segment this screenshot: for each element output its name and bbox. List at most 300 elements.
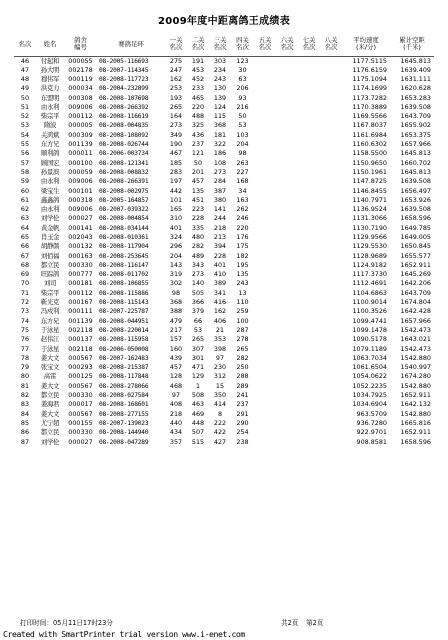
cell-speed: 1173.7282 (352, 93, 387, 102)
cell-race5 (254, 251, 276, 260)
cell-race5 (254, 177, 276, 186)
cell-name: 东盟明 (40, 93, 60, 102)
cell-race6 (276, 428, 298, 437)
cell-race5 (254, 75, 276, 84)
cell-name: 赵伟江 (40, 335, 60, 344)
cell-distance: 1631.111 (400, 74, 431, 83)
cell-loft-no: 000163 (68, 251, 93, 260)
cell-ring: 08-2008-253645 (99, 252, 149, 260)
cell-race3: 243 (213, 74, 227, 83)
cell-speed: 1136.9524 (352, 205, 387, 214)
cell-race8 (320, 382, 342, 391)
cell-race8 (320, 400, 342, 409)
cell-speed: 1150.9650 (352, 158, 387, 167)
cell-race4: 30 (238, 65, 247, 74)
cell-race8 (320, 344, 342, 353)
table-row (14, 270, 434, 279)
cell-race7 (298, 251, 320, 260)
cell-race7 (298, 121, 320, 130)
cell-rank: 63 (20, 214, 30, 223)
cell-speed: 1158.5500 (352, 149, 387, 158)
cell-race7 (298, 289, 320, 298)
cell-race5 (254, 186, 276, 195)
table-row (14, 372, 434, 381)
cell-race3: 353 (213, 335, 227, 344)
table-row (14, 121, 434, 130)
col-race5-header: 五关 名次 (254, 33, 276, 56)
cell-race2: 307 (191, 344, 205, 353)
cell-loft-no: 000101 (68, 186, 93, 195)
cell-loft-no: 002178 (68, 65, 93, 74)
cell-race5 (254, 298, 276, 307)
cell-race8 (320, 233, 342, 242)
cell-speed: 1100.3526 (352, 307, 387, 316)
cell-name: 姜大文 (40, 409, 60, 418)
cell-name: 冯戍利 (40, 307, 60, 316)
cell-rank: 86 (20, 428, 30, 437)
cell-race7 (298, 261, 320, 270)
cell-ring: 08-2006-003734 (99, 150, 149, 158)
cell-race5 (254, 84, 276, 93)
cell-race8 (320, 140, 342, 149)
cell-race6 (276, 335, 298, 344)
col-name-header: 姓名 (36, 33, 64, 56)
cell-race1: 273 (169, 121, 183, 130)
col-loft-no-header: 鸽舍 编号 (64, 33, 97, 56)
cell-race8 (320, 391, 342, 400)
cell-race7 (298, 372, 320, 381)
cell-name: 于泳星 (40, 325, 60, 334)
cell-race2: 50 (193, 158, 203, 167)
cell-race6 (276, 196, 298, 205)
cell-race1: 479 (169, 316, 183, 325)
table-row (14, 298, 434, 307)
cell-rank: 65 (20, 232, 30, 241)
cell-race8 (320, 66, 342, 75)
page-number: 第2页 (306, 619, 324, 627)
cell-ring: 08-2007-162483 (99, 354, 149, 362)
cell-race2: 191 (191, 56, 205, 65)
cell-ring: 08-2008-044951 (99, 317, 149, 325)
table-row (14, 75, 434, 84)
cell-race1: 162 (169, 74, 183, 83)
cell-distance: 1674.280 (400, 372, 431, 381)
cell-race3: 380 (213, 195, 227, 204)
cell-rank: 53 (20, 121, 30, 130)
cell-race1: 302 (169, 279, 183, 288)
cell-race2: 448 (191, 418, 205, 427)
cell-race5 (254, 261, 276, 270)
cell-race6 (276, 93, 298, 102)
cell-race1: 164 (169, 112, 183, 121)
cell-loft-no: 000309 (68, 130, 93, 139)
cell-distance: 1657.966 (400, 140, 431, 149)
cell-speed: 1063.7034 (352, 353, 387, 362)
cell-ring: 08-2007-039322 (99, 206, 149, 214)
cell-distance: 1652.911 (400, 428, 431, 437)
cell-race2: 489 (191, 251, 205, 260)
cell-race2: 201 (191, 167, 205, 176)
cell-race4: 110 (236, 298, 249, 307)
cell-name: 旺踪鸽 (40, 270, 60, 279)
cell-ring: 08-2008-106855 (99, 280, 149, 288)
cell-loft-no: 000027 (68, 437, 93, 446)
cell-race5 (254, 419, 276, 428)
cell-race3: 350 (213, 391, 227, 400)
cell-name: 于泳星 (40, 344, 60, 353)
cell-race2: 282 (191, 242, 205, 251)
cell-race6 (276, 214, 298, 223)
cell-race1: 185 (169, 158, 183, 167)
cell-race8 (320, 372, 342, 381)
cell-race4: 182 (236, 251, 249, 260)
results-table (14, 33, 434, 447)
cell-race5 (254, 372, 276, 381)
cell-distance: 1656.497 (400, 186, 431, 195)
cell-race3: 21 (215, 325, 225, 334)
cell-distance: 1645.813 (400, 56, 431, 65)
cell-distance: 1645.269 (400, 270, 431, 279)
cell-race4: 227 (236, 167, 249, 176)
cell-race1: 401 (169, 223, 183, 232)
cell-distance: 1665.816 (400, 418, 431, 427)
cell-race2: 1 (195, 381, 201, 390)
cell-loft-no: 000167 (68, 298, 93, 307)
cell-name: 付起和 (40, 56, 60, 65)
cell-loft-no: 000011 (68, 149, 93, 158)
cell-race2: 457 (191, 177, 205, 186)
table-row (14, 103, 434, 112)
cell-race6 (276, 205, 298, 214)
cell-speed: 1146.8455 (352, 186, 387, 195)
cell-name: 梁宝生 (40, 186, 60, 195)
cell-race1: 217 (169, 325, 183, 334)
cell-distance: 1674.804 (400, 298, 431, 307)
cell-race3: 427 (213, 437, 227, 446)
cell-rank: 57 (20, 158, 30, 167)
cell-race1: 440 (169, 418, 183, 427)
cell-name: 顺利鸽 (40, 149, 60, 158)
cell-race6 (276, 382, 298, 391)
cell-rank: 69 (20, 270, 30, 279)
cell-distance: 1642.132 (400, 400, 431, 409)
cell-race6 (276, 66, 298, 75)
cell-loft-no: 000017 (68, 400, 93, 409)
cell-rank: 72 (20, 298, 30, 307)
cell-race7 (298, 84, 320, 93)
table-row (14, 344, 434, 353)
cell-race2: 237 (191, 140, 205, 149)
cell-race6 (276, 372, 298, 381)
cell-name: 都立民 (40, 260, 60, 269)
cell-name: 东方兄 (40, 140, 60, 149)
cell-race6 (276, 75, 298, 84)
col-rank-header: 名次 (14, 33, 36, 56)
cell-race1: 357 (169, 437, 183, 446)
cell-speed: 1090.5178 (352, 335, 387, 344)
cell-speed: 1061.6504 (352, 363, 387, 372)
print-time-value: 05月11日17时23分 (52, 619, 113, 627)
cell-speed: 1052.2235 (352, 381, 387, 390)
cell-distance: 1639.409 (400, 65, 431, 74)
cell-name: 柴宗平 (40, 112, 60, 121)
cell-race6 (276, 140, 298, 149)
cell-race6 (276, 307, 298, 316)
cell-race5 (254, 391, 276, 400)
cell-name: 靳光克 (40, 298, 60, 307)
cell-distance: 1645.813 (400, 149, 431, 158)
cell-race8 (320, 205, 342, 214)
cell-race4: 291 (236, 409, 249, 418)
cell-race3: 115 (213, 112, 227, 121)
cell-race4: 63 (238, 74, 247, 83)
cell-race5 (254, 344, 276, 353)
cell-speed: 1131.3066 (352, 214, 387, 223)
cell-race5 (254, 93, 276, 102)
cell-race5 (254, 205, 276, 214)
cell-race4: 163 (236, 195, 249, 204)
cell-rank: 48 (20, 74, 30, 83)
cell-race8 (320, 298, 342, 307)
cell-name: 由永利 (40, 102, 60, 111)
cell-loft-no: 000005 (68, 121, 93, 130)
cell-race1: 468 (169, 381, 183, 390)
cell-rank: 52 (20, 112, 30, 121)
cell-race3: 410 (213, 270, 227, 279)
cell-rank: 64 (20, 223, 30, 232)
cell-ring: 08-2008-107698 (99, 94, 149, 102)
cell-ring: 08-2008-004835 (99, 122, 149, 130)
cell-race1: 310 (169, 214, 183, 223)
cell-speed: 1170.3889 (352, 102, 387, 111)
cell-rank: 83 (20, 400, 30, 409)
cell-race5 (254, 382, 276, 391)
cell-race4: 243 (236, 279, 249, 288)
cell-race6 (276, 112, 298, 121)
cell-race3: 368 (213, 121, 227, 130)
cell-race8 (320, 270, 342, 279)
cell-race8 (320, 214, 342, 223)
cell-race5 (254, 279, 276, 288)
cell-race3: 181 (213, 130, 227, 139)
cell-race3: 139 (213, 93, 227, 102)
cell-race3: 15 (215, 381, 225, 390)
cell-distance: 1542.880 (400, 381, 431, 390)
cell-race6 (276, 261, 298, 270)
table-row (14, 261, 434, 270)
cell-race5 (254, 400, 276, 409)
cell-distance: 1657.966 (400, 316, 431, 325)
cell-name: 尤宁超 (40, 418, 60, 427)
cell-ring: 08-2008-116619 (99, 113, 149, 121)
cell-distance: 1620.628 (400, 84, 431, 93)
cell-race5 (254, 307, 276, 316)
cell-race6 (276, 168, 298, 177)
cell-race2: 508 (191, 391, 205, 400)
table-row (14, 224, 434, 233)
cell-race6 (276, 131, 298, 140)
table-row (14, 168, 434, 177)
cell-race1: 253 (169, 84, 183, 93)
cell-rank: 73 (20, 307, 30, 316)
col-race8-header: 八关 名次 (320, 33, 342, 56)
cell-race5 (254, 66, 276, 75)
cell-speed: 1160.6302 (352, 140, 387, 149)
cell-race6 (276, 409, 298, 418)
cell-ring: 08-2008-108092 (99, 131, 149, 139)
cell-speed: 963.5709 (356, 409, 387, 418)
cell-race4: 254 (236, 428, 249, 437)
cell-ring: 08-2004-232899 (99, 85, 149, 93)
cell-speed: 1117.3730 (352, 270, 387, 279)
cell-race8 (320, 186, 342, 195)
cell-race2: 507 (191, 428, 205, 437)
cell-race3: 244 (213, 214, 227, 223)
cell-distance: 1642.428 (400, 307, 431, 316)
cell-rank: 62 (20, 205, 30, 214)
cell-race8 (320, 326, 342, 335)
cell-race4: 103 (236, 130, 249, 139)
cell-race7 (298, 131, 320, 140)
cell-name: 柴宗平 (40, 288, 60, 297)
cell-race8 (320, 56, 342, 66)
cell-name: 孙景滨 (40, 167, 60, 176)
cell-race3: 141 (213, 205, 227, 214)
cell-race2: 379 (191, 307, 205, 316)
cell-race7 (298, 93, 320, 102)
cell-race5 (254, 270, 276, 279)
cell-rank: 77 (20, 344, 30, 353)
cell-race8 (320, 242, 342, 251)
cell-name: 张宝文 (40, 363, 60, 372)
cell-race1: 160 (169, 344, 183, 353)
cell-ring: 08-2008-220014 (99, 326, 149, 334)
table-row (14, 279, 434, 288)
cell-race3: 124 (213, 102, 227, 111)
cell-race2: 515 (191, 437, 205, 446)
cell-loft-no: 000567 (68, 409, 93, 418)
cell-rank: 74 (20, 316, 30, 325)
table-row (14, 251, 434, 260)
cell-speed: 1174.1699 (352, 84, 387, 93)
cell-race1: 324 (169, 232, 183, 241)
cell-race7 (298, 140, 320, 149)
cell-race8 (320, 158, 342, 167)
cell-race4: 250 (236, 363, 249, 372)
cell-race3: 312 (213, 372, 227, 381)
cell-race1: 319 (169, 270, 183, 279)
cell-ring: 08-2008-266391 (99, 178, 149, 186)
cell-race4: 98 (238, 149, 247, 158)
cell-ring: 08-2008-117904 (99, 243, 149, 251)
cell-race5 (254, 56, 276, 66)
cell-race2: 480 (191, 232, 205, 241)
table-row (14, 335, 434, 344)
cell-race7 (298, 428, 320, 437)
cell-speed: 1128.9689 (352, 251, 387, 260)
cell-race4: 237 (236, 400, 249, 409)
cell-race7 (298, 177, 320, 186)
cell-race1: 128 (169, 372, 183, 381)
cell-name: 由永利 (40, 205, 60, 214)
cell-race2: 228 (191, 214, 205, 223)
cell-race6 (276, 354, 298, 363)
cell-race6 (276, 177, 298, 186)
cell-race1: 197 (169, 177, 183, 186)
cell-loft-no: 000100 (68, 158, 93, 167)
table-row (14, 131, 434, 140)
cell-race8 (320, 317, 342, 326)
table-row (14, 140, 434, 149)
cell-race7 (298, 103, 320, 112)
cell-race7 (298, 307, 320, 316)
cell-race6 (276, 103, 298, 112)
cell-loft-no: 000308 (68, 93, 93, 102)
cell-race5 (254, 103, 276, 112)
table-header (14, 33, 434, 56)
table-row (14, 196, 434, 205)
cell-race5 (254, 354, 276, 363)
cell-distance: 1642.206 (400, 279, 431, 288)
cell-race2: 463 (191, 400, 205, 409)
cell-race3: 8 (217, 409, 223, 418)
cell-race2: 53 (193, 325, 203, 334)
col-distance-header: 累计空距 (千米) (390, 33, 434, 56)
cell-race4: 263 (236, 158, 249, 167)
cell-speed: 1054.0622 (352, 372, 387, 381)
cell-rank: 47 (20, 65, 30, 74)
cell-race4: 123 (236, 56, 249, 65)
watermark-credit: Created with SmartPrinter trial version www.i-enet.com (3, 629, 245, 639)
cell-race6 (276, 419, 298, 428)
cell-loft-no: 000125 (68, 372, 93, 381)
cell-race7 (298, 400, 320, 409)
cell-rank: 66 (20, 242, 30, 251)
cell-race5 (254, 131, 276, 140)
cell-race5 (254, 437, 276, 446)
cell-name: 刘佰福 (40, 251, 60, 260)
cell-race3: 406 (213, 316, 227, 325)
cell-race8 (320, 149, 342, 158)
cell-race7 (298, 409, 320, 418)
cell-race1: 439 (169, 353, 183, 362)
table-row (14, 112, 434, 121)
cell-loft-no: 000318 (68, 195, 93, 204)
cell-rank: 58 (20, 167, 30, 176)
cell-speed: 1034.6904 (352, 400, 387, 409)
table-row (14, 428, 434, 437)
cell-race2: 265 (191, 335, 205, 344)
cell-rank: 67 (20, 251, 30, 260)
cell-race7 (298, 214, 320, 223)
cell-rank: 71 (20, 288, 30, 297)
total-pages: 共2页 (281, 619, 299, 627)
cell-race6 (276, 186, 298, 195)
cell-race3: 228 (213, 251, 227, 260)
cell-race8 (320, 177, 342, 186)
cell-race6 (276, 317, 298, 326)
table-row (14, 233, 434, 242)
cell-race7 (298, 298, 320, 307)
cell-race3: 130 (213, 84, 227, 93)
cell-loft-no: 000330 (68, 391, 93, 400)
cell-race4: 50 (238, 112, 247, 121)
cell-race1: 349 (169, 130, 183, 139)
cell-race4: 238 (236, 437, 249, 446)
cell-ring: 08-2008-008832 (99, 168, 149, 176)
cell-race3: 273 (213, 167, 227, 176)
cell-distance: 1660.702 (400, 158, 431, 167)
